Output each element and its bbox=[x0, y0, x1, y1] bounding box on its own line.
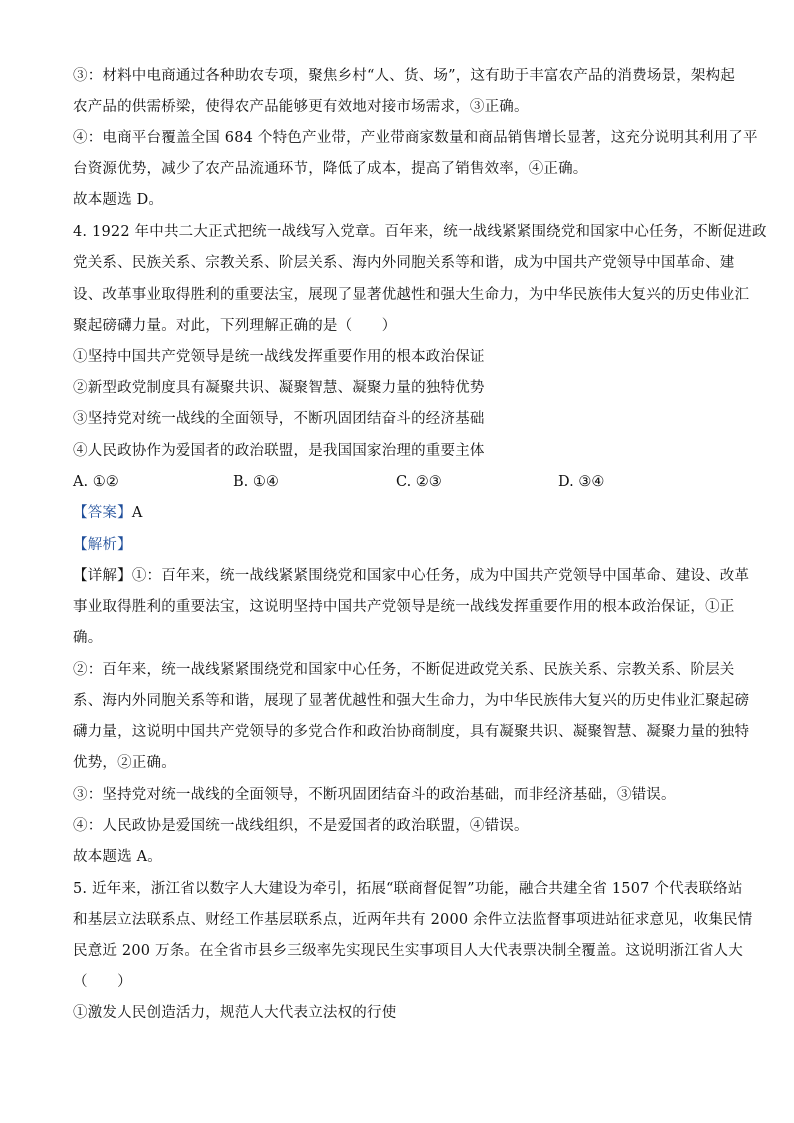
detail-line: 系、海内外同胞关系等和谐，展现了显著优越性和强大生命力，为中华民族伟大复兴的历史伟业汇聚起磅 bbox=[73, 693, 750, 709]
question-4-text: 聚起磅礴力量。对此，下列理解正确的是（ ） bbox=[73, 318, 397, 334]
analysis-label: 【解析】 bbox=[73, 537, 132, 553]
text-line: 故本题选 D。 bbox=[73, 192, 164, 208]
detail-line: 确。 bbox=[73, 630, 103, 646]
question-4-text: 4. 1922 年中共二大正式把统一战线写入党章。百年来，统一战线紧紧围绕党和国家中心任务，不断促进政 bbox=[73, 224, 767, 240]
option-c: C. ②③ bbox=[396, 474, 442, 490]
text-line: 农产品的供需桥梁，使得农产品能够更有效地对接市场需求，③正确。 bbox=[73, 99, 529, 115]
detail-label: 【详解】 bbox=[73, 568, 132, 584]
detail-line: ④：人民政协是爱国统一战线组织，不是爱国者的政治联盟，④错误。 bbox=[73, 818, 529, 834]
text-line: ③：材料中电商通过各种助农专项，聚焦乡村“人、货、场”，这有助于丰富农产品的消费场景，架构起 bbox=[73, 68, 736, 84]
question-5-text: 民意近 200 万条。在全省市县乡三级率先实现民生实事项目人大代表票决制全覆盖。这说明浙江省人大 bbox=[73, 943, 743, 959]
detail-line: 事业取得胜利的重要法宝，这说明坚持中国共产党领导是统一战线发挥重要作用的根本政治保证，①正 bbox=[73, 599, 735, 615]
statement-4: ④人民政协作为爱国者的政治联盟，是我国国家治理的重要主体 bbox=[73, 443, 485, 459]
question-4-text: 党关系、民族关系、宗教关系、阶层关系、海内外同胞关系等和谐，成为中国共产党领导中国革命、建 bbox=[73, 255, 735, 271]
answer-label: 【答案】 bbox=[73, 505, 132, 521]
answer-value: A bbox=[131, 505, 143, 521]
detail-line: 故本题选 A。 bbox=[73, 849, 162, 865]
statement-3: ③坚持党对统一战线的全面领导，不断巩固团结奋斗的经济基础 bbox=[73, 411, 485, 427]
detail-line: ②：百年来，统一战线紧紧围绕党和国家中心任务，不断促进政党关系、民族关系、宗教关系、阶层关 bbox=[73, 662, 735, 678]
question-5-text: 和基层立法联系点、财经工作基层联系点，近两年共有 2000 余件立法监督事项进站征求意见，收集民情 bbox=[73, 912, 753, 928]
statement-1: ①坚持中国共产党领导是统一战线发挥重要作用的根本政治保证 bbox=[73, 349, 485, 365]
option-b: B. ①④ bbox=[233, 474, 279, 490]
option-d: D. ③④ bbox=[558, 474, 605, 490]
detail-line: ③：坚持党对统一战线的全面领导，不断巩固团结奋斗的政治基础，而非经济基础，③错误。 bbox=[73, 787, 676, 803]
question-5-statement-1: ①激发人民创造活力，规范人大代表立法权的行使 bbox=[73, 1005, 397, 1021]
statement-2: ②新型政党制度具有凝聚共识、凝聚智慧、凝聚力量的独特优势 bbox=[73, 380, 485, 396]
detail-text: ①：百年来，统一战线紧紧围绕党和国家中心任务，成为中国共产党领导中国革命、建设、改革 bbox=[131, 568, 750, 584]
question-4-text: 设、改革事业取得胜利的重要法宝，展现了显著优越性和强大生命力，为中华民族伟大复兴的历史伟业汇 bbox=[73, 287, 750, 303]
question-5-text: 5. 近年来，浙江省以数字人大建设为牵引，拓展“联商督促智”功能，融合共建全省 1507 个代表联络站 bbox=[73, 881, 743, 897]
text-line: 台资源优势，减少了农产品流通环节，降低了成本，提高了销售效率，④正确。 bbox=[73, 161, 588, 177]
text-line: ④：电商平台覆盖全国 684 个特色产业带，产业带商家数量和商品销售增长显著，这充分说明其利用了平 bbox=[73, 130, 758, 146]
question-5-text: （ ） bbox=[73, 974, 132, 990]
option-a: A. ①② bbox=[73, 474, 119, 490]
answer-line bbox=[73, 503, 142, 523]
detail-line bbox=[73, 566, 749, 586]
detail-line: 优势，②正确。 bbox=[73, 755, 176, 771]
detail-line: 礴力量，这说明中国共产党领导的多党合作和政治协商制度，具有凝聚共识、凝聚智慧、凝聚力量的独特 bbox=[73, 724, 750, 740]
